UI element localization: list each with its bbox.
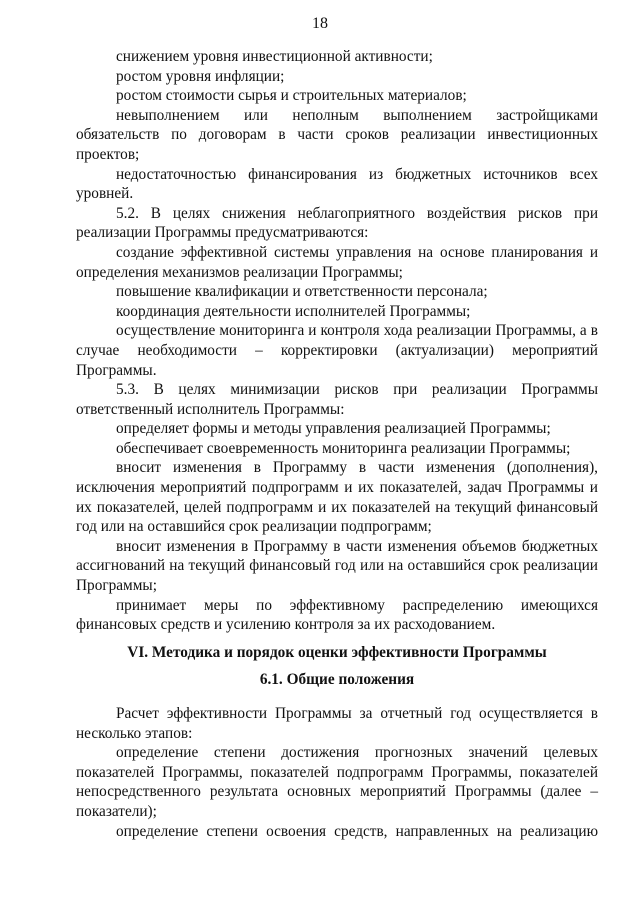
document-body xyxy=(76,47,598,841)
list-item: определение степени освоения средств, направленных на реализацию xyxy=(116,822,598,840)
subsection-heading: 6.1. Общие положения xyxy=(259,671,415,689)
list-item: обеспечивает своевременность мониторинга реализации Программы; xyxy=(116,439,571,457)
clause-5-2: 5.2. В целях снижения неблагоприятного воздействия рисков при реализации Программы предусматриваются: xyxy=(76,204,598,242)
list-item: снижением уровня инвестиционной активности; xyxy=(116,48,433,65)
list-item: определяет формы и методы управления реализацией Программы; xyxy=(116,420,551,438)
list-item: невыполнением или неполным выполнением застройщиками обязательств по договорам в части сроков реализации инвестиционных проектов; xyxy=(76,106,598,163)
list-item: создание эффективной системы управления на основе планирования и определения механизмов реализации Программы; xyxy=(76,243,598,281)
list-item: вносит изменения в Программу в части изменения объемов бюджетных ассигнований на текущий финансовый год или на оставшийся срок реализации Программы; xyxy=(76,537,598,595)
list-item: ростом стоимости сырья и строительных материалов; xyxy=(116,87,467,105)
page-number: 18 xyxy=(312,15,328,32)
list-item: принимает меры по эффективному распределению имеющихся финансовых средств и усилению контроля за их расходованием. xyxy=(76,596,598,634)
list-item: недостаточностью финансирования из бюджетных источников всех уровней. xyxy=(76,165,598,203)
paragraph: Расчет эффективности Программы за отчетный год осуществляется в несколько этапов: xyxy=(76,705,598,742)
list-item: определение степени достижения прогнозных значений целевых показателей Программы, показателей подпрограмм Программы, показателей непосредственного результата основных мероприятий Программы (далее – показатели); xyxy=(76,744,598,820)
list-item: ростом уровня инфляции; xyxy=(116,67,285,85)
section-heading: VI. Методика и порядок оценки эффективности Программы xyxy=(127,643,547,661)
clause-5-3: 5.3. В целях минимизации рисков при реализации Программы ответственный исполнитель Программы: xyxy=(76,381,598,418)
list-item: повышение квалификации и ответственности персонала; xyxy=(116,283,488,301)
list-item: вносит изменения в Программу в части изменения (дополнения), исключения мероприятий подпрограмм и их показателей, задач Программы и их показателей, целей подпрограмм и их показателей на текущий финансовый год или на оставшийся срок реализации подпрограмм; xyxy=(76,459,598,536)
list-item: координация деятельности исполнителей Программы; xyxy=(116,302,471,320)
list-item: осуществление мониторинга и контроля хода реализации Программы, а в случае необходимости – корректировки (актуализации) мероприятий Программы. xyxy=(76,322,598,379)
